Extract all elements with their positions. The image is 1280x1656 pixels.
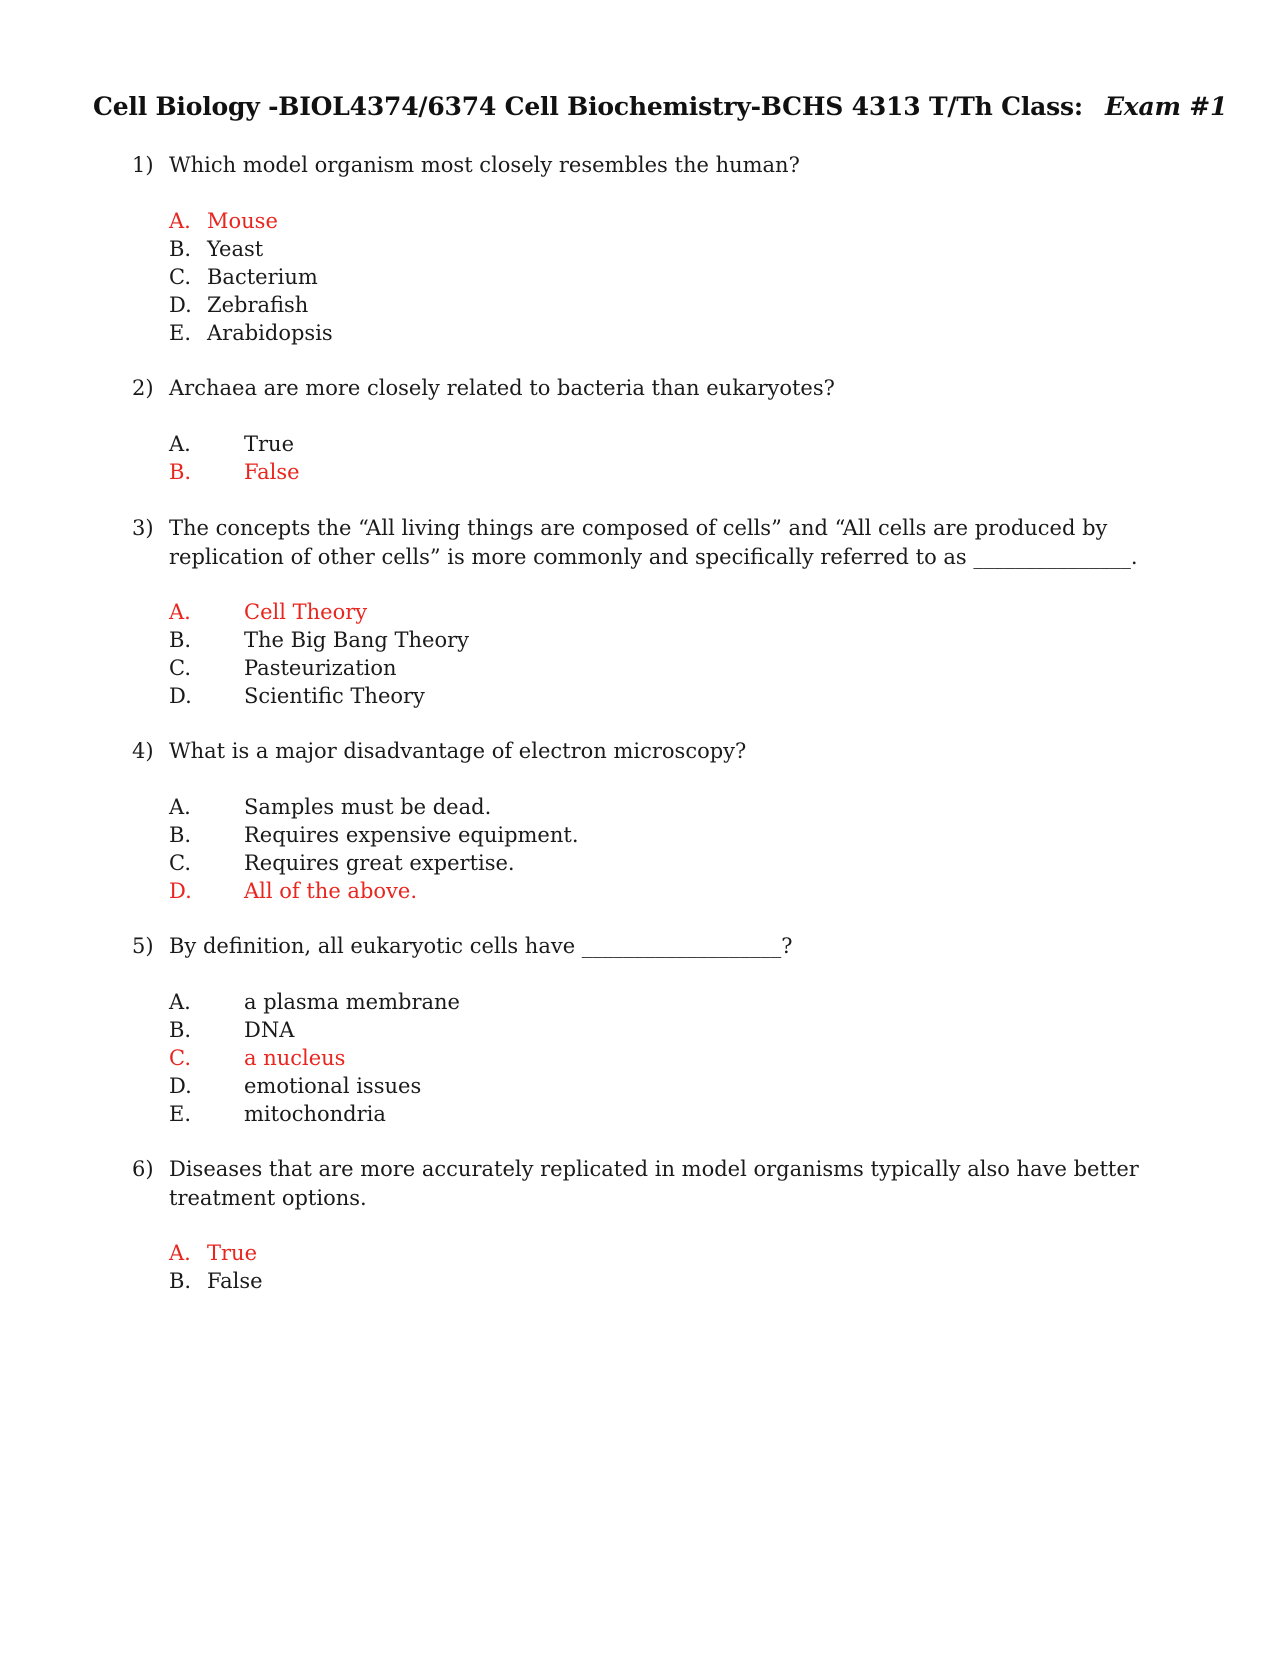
option-d[interactable]: D. All of the above. xyxy=(169,879,418,903)
option-b[interactable]: B. Yeast xyxy=(169,237,264,261)
question-number: 2) xyxy=(132,376,154,400)
question-line: treatment options. xyxy=(169,1186,367,1210)
question-number: 4) xyxy=(132,739,154,763)
option-e[interactable]: E. Arabidopsis xyxy=(169,321,333,345)
question-number: 1) xyxy=(132,153,154,177)
option-a[interactable]: A. Mouse xyxy=(169,209,278,233)
question-text xyxy=(169,374,1149,403)
question-text xyxy=(169,932,1149,961)
option-c[interactable]: C. Requires great expertise. xyxy=(169,851,515,875)
question-text xyxy=(169,514,1149,572)
option-b[interactable]: B. False xyxy=(169,460,300,484)
option-c[interactable]: C. Bacterium xyxy=(169,265,318,289)
option-b[interactable]: B. Requires expensive equipment. xyxy=(169,823,579,847)
exam-label: Exam #1 xyxy=(1104,92,1228,121)
question-number: 6) xyxy=(132,1157,154,1181)
option-a[interactable]: A. True xyxy=(169,432,294,456)
course-title: Cell Biology -BIOL4374/6374 Cell Biochemistry-BCHS 4313 T/Th Class: xyxy=(93,92,1083,121)
question-text xyxy=(169,737,1149,766)
question-line: What is a major disadvantage of electron microscopy? xyxy=(169,739,747,763)
question-line: replication of other cells” is more commonly and specifically referred to as _______________. xyxy=(169,545,1138,569)
exam-title xyxy=(93,92,1228,121)
option-c[interactable]: C. a nucleus xyxy=(169,1046,346,1070)
option-c[interactable]: C. Pasteurization xyxy=(169,656,397,680)
question-number: 5) xyxy=(132,934,154,958)
question-text xyxy=(169,151,1149,180)
question-number: 3) xyxy=(132,516,154,540)
question-line: By definition, all eukaryotic cells have ___________________? xyxy=(169,934,793,958)
option-b[interactable]: B. False xyxy=(169,1269,263,1293)
option-a[interactable]: A. a plasma membrane xyxy=(169,990,460,1014)
question-line: Archaea are more closely related to bacteria than eukaryotes? xyxy=(169,376,835,400)
option-d[interactable]: D. Zebrafish xyxy=(169,293,309,317)
option-b[interactable]: B. The Big Bang Theory xyxy=(169,628,470,652)
option-e[interactable]: E. mitochondria xyxy=(169,1102,386,1126)
option-a[interactable]: A. Cell Theory xyxy=(169,600,368,624)
option-a[interactable]: A. Samples must be dead. xyxy=(169,795,492,819)
option-d[interactable]: D. emotional issues xyxy=(169,1074,422,1098)
option-a[interactable]: A. True xyxy=(169,1241,257,1265)
option-d[interactable]: D. Scientific Theory xyxy=(169,684,425,708)
question-text xyxy=(169,1155,1149,1213)
option-b[interactable]: B. DNA xyxy=(169,1018,295,1042)
question-line: Diseases that are more accurately replicated in model organisms typically also have better xyxy=(169,1157,1139,1181)
question-line: Which model organism most closely resembles the human? xyxy=(169,153,800,177)
question-line: The concepts the “All living things are composed of cells” and “All cells are produced by xyxy=(169,516,1108,540)
